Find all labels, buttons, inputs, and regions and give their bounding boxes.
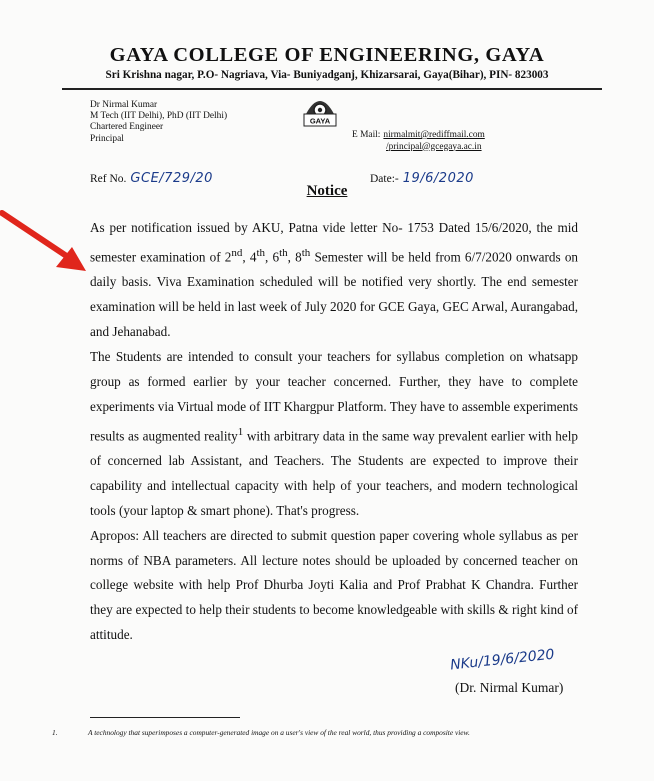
paragraph-teachers: Apropos: All teachers are directed to submit question paper covering whole syllabus as per norms of NBA parameters. All lecture notes should be uploaded by concerned teacher on college website with help Prof Dhurba Joyti Kalia and Prof Prabhat K Chandra. Further they are expected to help their students to become knowledgeable with skills & right kind of attitude.	[90, 527, 578, 643]
principal-title: Chartered Engineer	[90, 122, 164, 133]
ref-value-handwritten: GCE/729/20	[130, 171, 213, 186]
notice-body	[90, 216, 578, 648]
footnote	[52, 728, 582, 738]
header-divider	[62, 88, 602, 90]
signatory-name: (Dr. Nirmal Kumar)	[455, 680, 564, 695]
principal-qualification: M Tech (IIT Delhi), PhD (IIT Delhi)	[90, 111, 228, 122]
email-link-2[interactable]: /principal@gcegaya.ac.in	[386, 141, 482, 152]
footnote-text: A technology that superimposes a computer-generated image on a user's view of the real world, thus providing a composite view.	[88, 728, 470, 737]
footnote-divider	[90, 717, 240, 718]
college-logo-icon	[300, 92, 340, 134]
red-arrow-annotation-icon	[0, 205, 100, 285]
email-label: E Mail:	[352, 130, 381, 140]
email-block	[352, 130, 485, 153]
college-address: Sri Krishna nagar, P.O- Nagriava, Via- Buniyadganj, Khizarsarai, Gaya(Bihar), PIN- 823003	[105, 69, 549, 81]
footnote-number: 1.	[52, 728, 58, 737]
date-label: Date:-	[370, 173, 399, 185]
principal-name: Dr Nirmal Kumar	[90, 100, 158, 110]
notice-title: Notice	[306, 183, 348, 199]
principal-role: Principal	[90, 133, 124, 144]
college-name: GAYA COLLEGE OF ENGINEERING, GAYA	[109, 44, 545, 66]
handwritten-signature: NKu/19/6/2020	[449, 646, 556, 674]
date-value-handwritten: 19/6/2020	[402, 171, 474, 186]
logo-text: GAYA	[309, 116, 331, 126]
paragraph-exam-schedule: As per notification issued by AKU, Patna vide letter No- 1753 Dated 15/6/2020, the mid semester examination of 2nd, 4th, 6th, 8th Semester will be held from 6/7/2020 onwards on daily basis. Viva Examination scheduled will be notified very shortly. The end semester examination will be held in last week of July 2020 for GCE Gaya, GEC Arwal, Aurangabad, and Jehanabad.	[90, 220, 579, 340]
principal-details	[90, 100, 227, 145]
footnote-marker: 1	[237, 425, 244, 438]
ref-label: Ref No.	[90, 173, 127, 185]
email-link-1[interactable]: nirmalmit@rediffmail.com	[383, 130, 485, 140]
paragraph-students: The Students are intended to consult your teachers for syllabus completion on whatsapp group as formed earlier by your teacher concerned. Further, they have to complete experiments via Virtual mode of IIT Khargpur Platform. They have to assemble experiments results as augmented reality$^1$ with arbitrary data in the same way prevalent earlier with help of concerned lab Assistant, and Teachers. The Students are expected to improve their capability and intellectual capacity with help of your teachers, and modern technological tools (your laptop & smart phone). That's progress.	[90, 348, 578, 518]
